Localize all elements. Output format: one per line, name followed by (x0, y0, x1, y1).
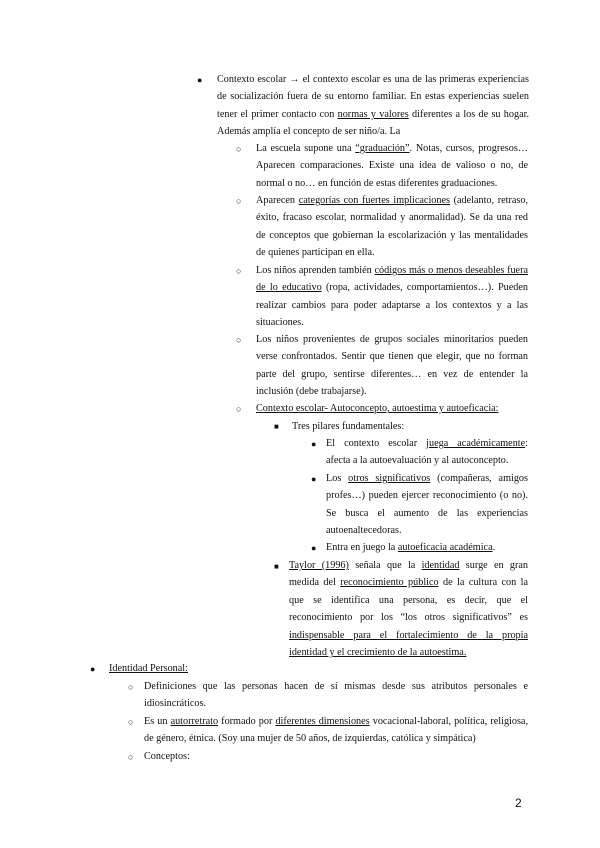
bullet-disc: ● (90, 664, 96, 674)
item-definiciones: Definiciones que las personas hacen de sí mismas desde sus atributos personales e idiosincráticos. (144, 681, 528, 710)
item-autoeficacia: Entra en juego la autoeficacia académica. (326, 542, 496, 553)
bullet-circle: ○ (128, 682, 134, 692)
arrow-icon: → (286, 74, 303, 85)
item-contexto-escolar: Contexto escolar → el contexto escolar es una de las primeras experiencias de socialización fuera de su entorno familiar. En estas experiencias suelen tener el primer contacto con normas y valores diferentes a los de su hogar. Además amplía el concepto de ser niño/a. La (217, 74, 529, 138)
item-identidad-personal: Identidad Personal: (109, 663, 188, 674)
item-otros-significativos: Los otros significativos (compañeras, amigos profes…) pueden ejercer reconocimiento (o no). Se busca el aumento de las experiencias autoenaltecedoras. (326, 473, 528, 537)
item-taylor: Taylor (1996) señala que la identidad surge en gran medida del reconocimiento público de la cultura con la que se identifica una persona, es decir, que el reconocimiento por los “los otros significativos” es indispensable para el fortalecimiento de la propia identidad y el crecimiento de la autoestima. (289, 560, 528, 659)
item-minoritarios: Los niños provenientes de grupos sociales minoritarios pueden verse confrontados. Sentir que tienen que elegir, que no forman parte del grupo, sentirse diferentes… en vez de entender la inclusión (debe trabajarse). (256, 334, 528, 398)
bullet-circle: ○ (236, 266, 242, 276)
bullet-circle: ○ (236, 196, 242, 206)
bullet-square: ■ (274, 422, 279, 431)
item-tres-pilares: Tres pilares fundamentales: (292, 421, 405, 432)
bullet-disc: ● (311, 543, 317, 553)
bullet-circle: ○ (236, 335, 242, 345)
bullet-square: ■ (274, 562, 279, 571)
page-number: 2 (515, 796, 522, 810)
bullet-circle: ○ (236, 404, 242, 414)
bullet-circle: ○ (128, 717, 134, 727)
item-graduacion: La escuela supone una “graduación”. Notas, cursos, progresos… Aparecen comparaciones. Existe una idea de valioso o no, de normal o no… en función de estas diferentes graduaciones. (256, 143, 528, 189)
bullet-disc: ● (311, 474, 317, 484)
item-codigos: Los niños aprenden también códigos más o menos deseables fuera de lo educativo (ropa, actividades, comportamientos…). Pueden realizar cambios para poder adaptarse a los contextos y a las situaciones. (256, 265, 528, 329)
item-autorretrato: Es un autorretrato formado por diferentes dimensiones vocacional-laboral, política, religiosa, de género, étnica. (Soy una mujer de 50 años, de izquierdas, católica y simpática) (144, 716, 529, 745)
bullet-circle: ○ (128, 752, 134, 762)
item-categorias: Aparecen categorías con fuertes implicaciones (adelanto, retraso, éxito, fracaso escolar, normalidad y anormalidad). Se da una red de conceptos que gobiernan la escolarización y las mentalidades de quienes participan en ella. (256, 195, 528, 259)
bullet-circle: ○ (236, 144, 242, 154)
item-autoconcepto-heading: Contexto escolar- Autoconcepto, autoestima y autoeficacia: (256, 403, 499, 414)
item-juega-academicamente: El contexto escolar juega académicamente: afecta a la autoevaluación y al autoconcepto. (326, 438, 528, 467)
bullet-disc: ● (311, 439, 317, 449)
bullet-disc: ● (197, 75, 203, 85)
item-conceptos: Conceptos: (144, 751, 190, 762)
